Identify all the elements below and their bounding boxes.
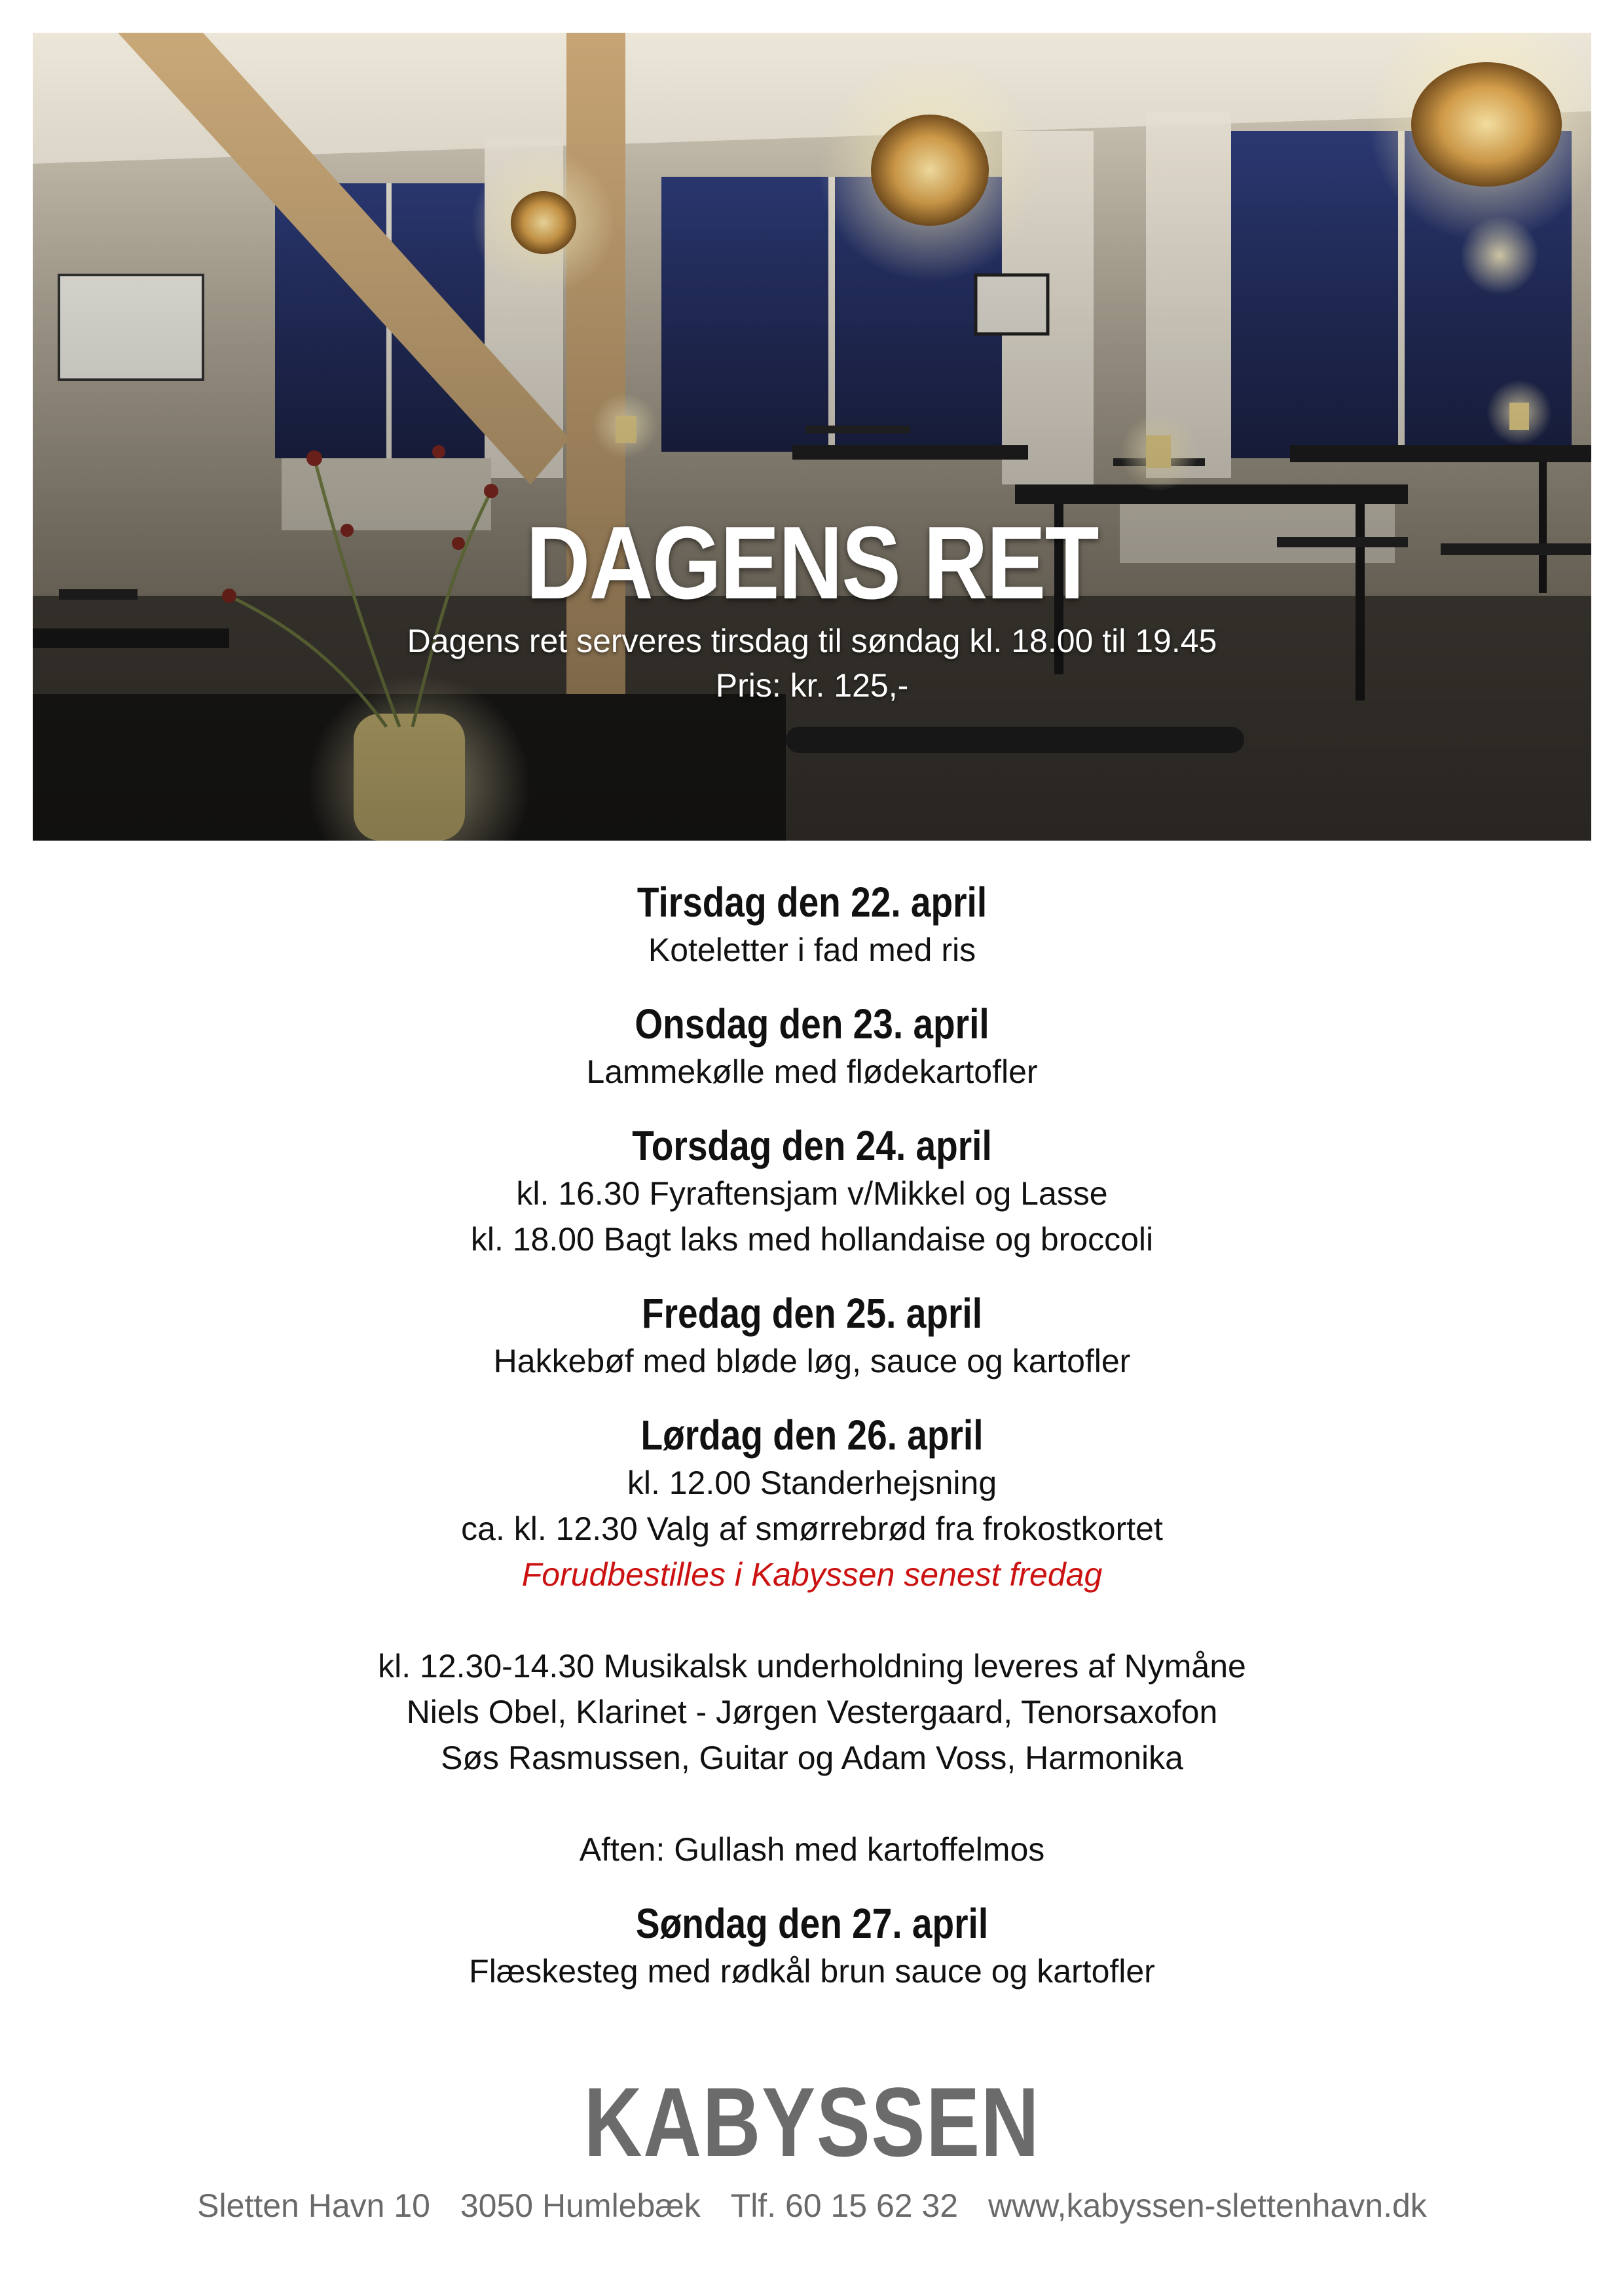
- day-title: Onsdag den 23. april: [635, 1000, 989, 1048]
- hero-subtitle-price: Pris: kr. 125,-: [715, 667, 909, 704]
- restaurant-interior-image: [33, 33, 1591, 841]
- spacer: [0, 1781, 1624, 1827]
- phone: Tlf. 60 15 62 32: [730, 2187, 959, 2224]
- dish: kl. 18.00 Bagt laks med hollandaise og broccoli: [470, 1221, 1154, 1258]
- day-title: Søndag den 27. april: [635, 1900, 989, 1947]
- day-title: Torsdag den 24. april: [632, 1122, 992, 1169]
- dish: Lammekølle med flødekartofler: [586, 1053, 1038, 1090]
- music-line: Niels Obel, Klarinet - Jørgen Vestergaard, Tenorsaxofon: [406, 1694, 1218, 1730]
- contact-footer: [0, 2187, 1624, 2225]
- menu-day-tuesday: [0, 877, 1624, 973]
- dish: Flæskesteg med rødkål brun sauce og kartofler: [469, 1953, 1155, 1990]
- music-line: Søs Rasmussen, Guitar og Adam Voss, Harmonika: [441, 1740, 1183, 1776]
- event-line: kl. 12.00 Standerhejsning: [627, 1465, 997, 1501]
- hero-title: DAGENS RET: [526, 505, 1098, 621]
- lunch-line: ca. kl. 12.30 Valg af smørrebrød fra frokostkortet: [461, 1510, 1163, 1547]
- music-line: kl. 12.30-14.30 Musikalsk underholdning leveres af Nymåne: [378, 1648, 1246, 1685]
- dish: Koteletter i fad med ris: [648, 932, 976, 968]
- dish: Hakkebøf med bløde løg, sauce og kartofler: [493, 1343, 1131, 1379]
- hero-photo: [33, 33, 1591, 841]
- menu-day-thursday: [0, 1121, 1624, 1262]
- day-title: Lørdag den 26. april: [640, 1412, 984, 1459]
- brand-logo-text: KABYSSEN: [583, 2067, 1041, 2177]
- day-title: Tirsdag den 22. april: [637, 879, 987, 926]
- preorder-note: Forudbestilles i Kabyssen senest fredag: [521, 1556, 1103, 1593]
- website-link[interactable]: www,kabyssen-slettenhavn.dk: [988, 2187, 1427, 2224]
- event-line: kl. 16.30 Fyraftensjam v/Mikkel og Lasse: [516, 1175, 1108, 1212]
- weekly-menu: [0, 877, 1624, 2020]
- menu-day-friday: [0, 1288, 1624, 1384]
- evening-dish: Aften: Gullash med kartoffelmos: [579, 1831, 1045, 1868]
- address: Sletten Havn 10: [197, 2187, 430, 2224]
- menu-day-saturday: [0, 1410, 1624, 1872]
- hero-subtitle-hours: Dagens ret serveres tirsdag til søndag kl. 18.00 til 19.45: [407, 623, 1217, 659]
- day-title: Fredag den 25. april: [642, 1290, 982, 1337]
- city: 3050 Humlebæk: [460, 2187, 701, 2224]
- menu-day-sunday: [0, 1899, 1624, 1994]
- menu-day-wednesday: [0, 999, 1624, 1095]
- spacer: [0, 1597, 1624, 1643]
